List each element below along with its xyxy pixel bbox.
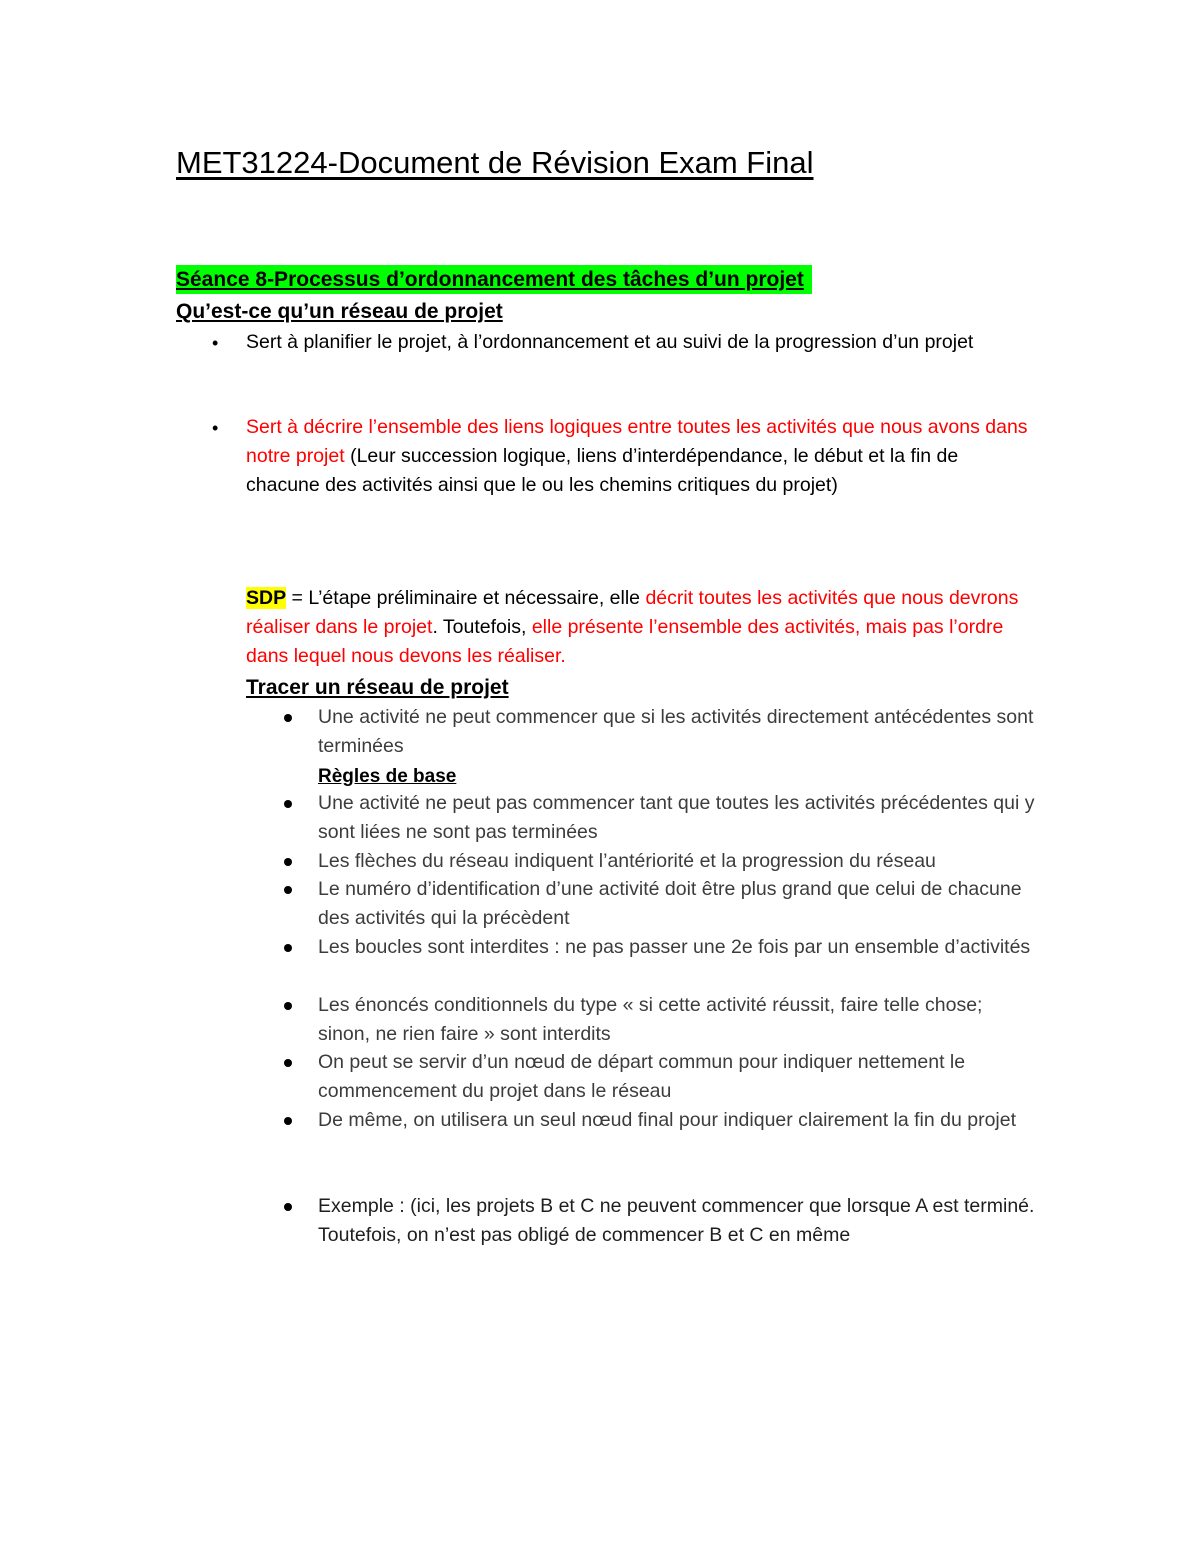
- reseau-item-2-text: (Leur succession logique, liens d’interdépendance, le début et la fin de chacune des activités ainsi que le ou les chemins critiques du projet): [246, 445, 959, 496]
- bullet-dot-icon: [284, 944, 292, 952]
- rule-item: On peut se servir d’un nœud de départ commun pour indiquer nettement le commencement du projet dans le réseau: [318, 1051, 966, 1102]
- subheading-tracer-reseau: Tracer un réseau de projet: [246, 676, 509, 699]
- reseau-item-2: [246, 413, 1036, 500]
- subheading-reseau-de-projet: Qu’est-ce qu’un réseau de projet: [176, 300, 503, 323]
- bullet-dot-icon: [284, 1117, 292, 1125]
- sdp-text-2: . Toutefois,: [432, 616, 532, 638]
- bullet-icon: •: [212, 333, 219, 353]
- tracer-item-first: Une activité ne peut commencer que si les activités directement antécédentes sont terminées: [318, 706, 1034, 757]
- reseau-item-2-red-text: Sert à décrire l’ensemble des liens logiques entre toutes les activités que nous avons dans notre projet: [246, 416, 1028, 467]
- document-title: MET31224-Document de Révision Exam Final: [176, 145, 814, 180]
- sdp-paragraph: [246, 584, 1036, 671]
- rule-item: Les énoncés conditionnels du type « si cette activité réussit, faire telle chose; sinon, ne rien faire » sont interdits: [318, 994, 983, 1045]
- bullet-dot-icon: [284, 1059, 292, 1067]
- example-item: Exemple : (ici, les projets B et C ne peuvent commencer que lorsque A est terminé. Toutefois, on n’est pas obligé de commencer B et C en même: [318, 1195, 1035, 1246]
- reseau-item-1-text: Sert à planifier le projet, à l’ordonnancement et au suivi de la progression d’un projet: [246, 331, 974, 353]
- sdp-red-text-2: elle présente l’ensemble des activités, mais pas l’ordre dans lequel nous devons les réaliser.: [246, 616, 1004, 667]
- sdp-label: SDP: [246, 587, 287, 609]
- sdp-text-1: = L’étape préliminaire et nécessaire, elle: [286, 587, 646, 609]
- bullet-dot-icon: [284, 886, 292, 894]
- rule-item: De même, on utilisera un seul nœud final pour indiquer clairement la fin du projet: [318, 1109, 1017, 1131]
- bullet-icon: •: [212, 418, 219, 438]
- rules-heading: Règles de base: [318, 766, 457, 787]
- reseau-item-1: [246, 328, 1036, 357]
- rule-item: Le numéro d’identification d’une activité doit être plus grand que celui de chacune des activités qui la précèdent: [318, 878, 1022, 929]
- bullet-dot-icon: [284, 714, 292, 722]
- section-heading-seance-8: Séance 8-Processus d’ordonnancement des tâches d’un projet: [176, 265, 812, 294]
- rule-item: Les boucles sont interdites : ne pas passer une 2e fois par un ensemble d’activités: [318, 936, 1031, 958]
- bullet-dot-icon: [284, 800, 292, 808]
- rule-item: Une activité ne peut pas commencer tant que toutes les activités précédentes qui y sont liées ne sont pas terminées: [318, 792, 1035, 843]
- rule-item: Les flèches du réseau indiquent l’antériorité et la progression du réseau: [318, 850, 936, 872]
- bullet-dot-icon: [284, 1203, 292, 1211]
- bullet-dot-icon: [284, 858, 292, 866]
- bullet-dot-icon: [284, 1002, 292, 1010]
- sdp-red-text-1: décrit toutes les activités que nous devrons réaliser dans le projet: [246, 587, 1019, 638]
